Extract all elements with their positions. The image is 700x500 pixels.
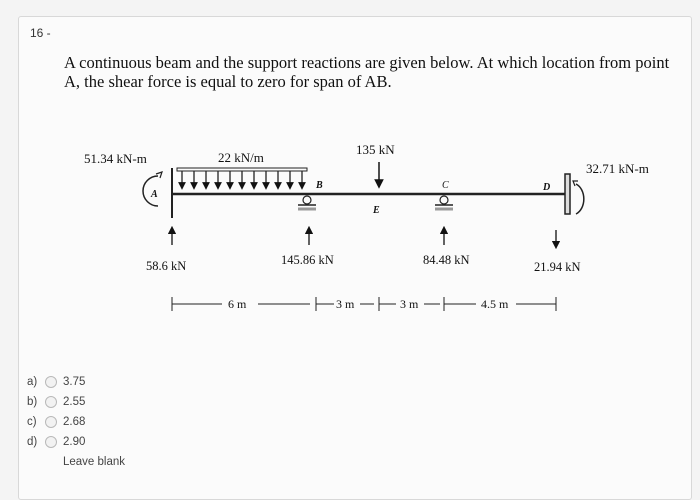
span-ec-label: 3 m [400, 297, 419, 311]
reaction-d-label: 21.94 kN [534, 260, 581, 274]
option-letter: a) [27, 376, 38, 388]
radio-button[interactable] [45, 416, 57, 428]
span-cd-label: 4.5 m [481, 297, 509, 311]
question-text: A continuous beam and the support reactions are given below. At which location from point A, the shear force is equal to zero for span of AB. [64, 53, 670, 91]
radio-button[interactable] [45, 436, 57, 448]
span-be-label: 3 m [336, 297, 355, 311]
point-a-label: A [151, 189, 158, 200]
roller-support-c [435, 196, 453, 209]
option-text: 3.75 [63, 376, 86, 388]
option-letter: d) [27, 436, 38, 448]
fixed-support-d [565, 174, 570, 214]
distributed-load-arrows [182, 171, 302, 186]
option-text: 2.55 [63, 396, 86, 408]
reaction-b-label: 145.86 kN [281, 253, 334, 267]
point-b-label: B [316, 180, 323, 191]
point-c-label: C [442, 180, 449, 191]
radio-button[interactable] [45, 376, 57, 388]
question-number: 16 - [30, 26, 51, 40]
point-e-label: E [373, 205, 380, 216]
option-text: 2.68 [63, 416, 86, 428]
option-letter: c) [27, 416, 37, 428]
point-load-label: 135 kN [356, 142, 395, 157]
option-text: Leave blank [63, 456, 126, 468]
roller-support-b [298, 196, 316, 209]
option-letter: b) [27, 396, 38, 408]
option-text: 2.90 [63, 436, 86, 448]
reaction-c-label: 84.48 kN [423, 253, 470, 267]
reaction-a-label: 58.6 kN [146, 259, 187, 273]
radio-button[interactable] [45, 396, 57, 408]
span-ab-label: 6 m [228, 297, 247, 311]
distributed-load-label: 22 kN/m [218, 150, 264, 165]
moment-left-label: 51.34 kN-m [84, 151, 147, 166]
point-d-label: D [543, 182, 551, 193]
distributed-load-bar [177, 168, 307, 171]
moment-right-icon [576, 184, 584, 214]
moment-right-label: 32.71 kN-m [586, 161, 649, 176]
